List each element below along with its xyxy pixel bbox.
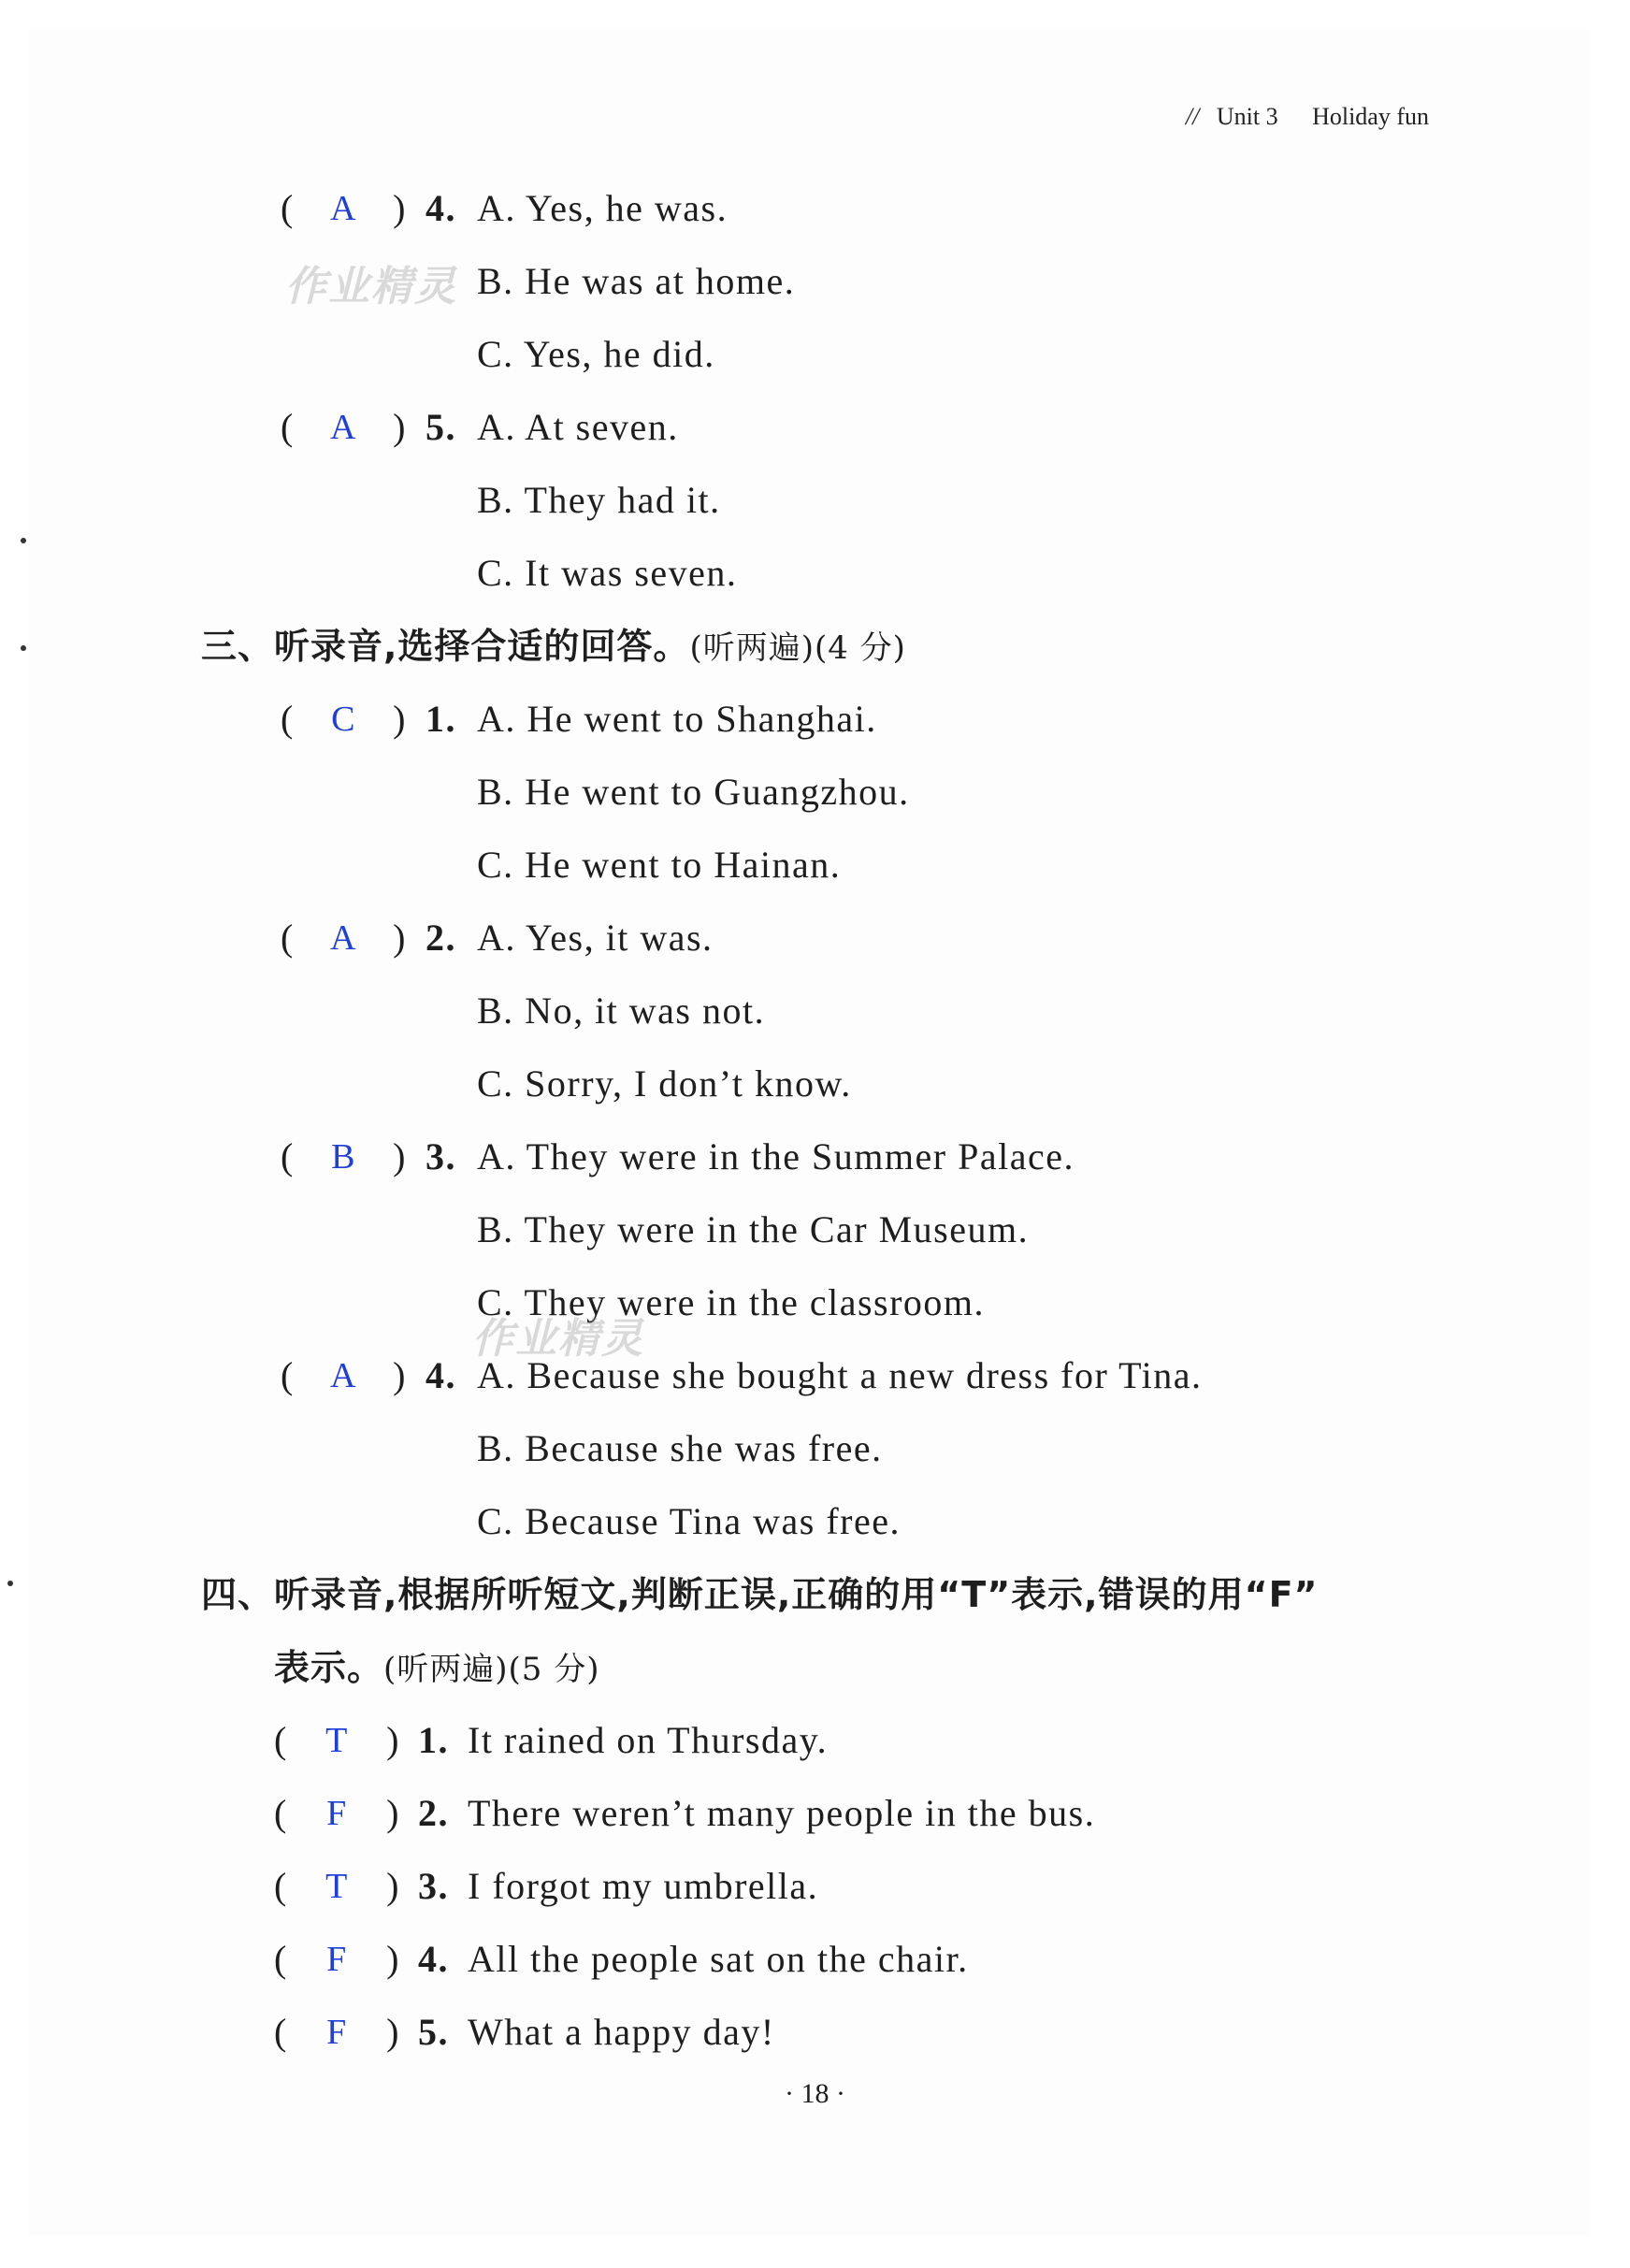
answer-bracket: ( B ) xyxy=(281,1129,407,1185)
option-row xyxy=(0,1056,1630,1112)
question-number: 3. xyxy=(418,1865,449,1907)
question-number: 2. xyxy=(418,1792,449,1834)
question-number: 2. xyxy=(426,917,456,959)
answer-bracket: ( C ) xyxy=(281,691,407,747)
question-row xyxy=(0,691,1630,747)
section-note: (听两遍)(4 分) xyxy=(689,629,906,667)
option-row xyxy=(0,983,1630,1039)
answer-bracket: ( A ) xyxy=(281,1348,407,1404)
statement-text: All the people sat on the chair. xyxy=(468,1938,969,1980)
question-number: 4. xyxy=(426,1354,456,1396)
answer-bracket: ( F ) xyxy=(274,2004,400,2060)
answer-bracket: ( F ) xyxy=(274,1931,400,1987)
answer-mark: F xyxy=(326,2013,348,2052)
question-row xyxy=(0,181,1630,237)
option-a: A. Because she bought a new dress for Tina. xyxy=(477,1354,1203,1396)
statement-text: What a happy day! xyxy=(468,2011,775,2053)
option-row xyxy=(0,545,1630,601)
statement-text: It rained on Thursday. xyxy=(468,1719,829,1761)
statement-text: There weren’t many people in the bus. xyxy=(468,1792,1096,1834)
option-row xyxy=(0,764,1630,820)
header-unit: Unit 3 xyxy=(1216,103,1278,130)
section-heading xyxy=(201,618,906,676)
option-row xyxy=(0,1421,1630,1477)
option-row xyxy=(0,1275,1630,1331)
question-number: 1. xyxy=(418,1719,449,1761)
answer-mark: B xyxy=(331,1137,356,1177)
statement-text: I forgot my umbrella. xyxy=(468,1865,819,1907)
answer-bracket: ( A ) xyxy=(281,910,407,966)
section-heading xyxy=(201,1567,1319,1623)
question-number: 5. xyxy=(426,406,456,448)
answer-mark: F xyxy=(326,1940,348,1979)
scan-speck xyxy=(21,538,26,543)
option-row xyxy=(0,1494,1630,1550)
scan-speck xyxy=(21,645,26,651)
option-b: B. They had it. xyxy=(477,479,721,521)
option-row xyxy=(0,253,1630,310)
page-number: · 18 · xyxy=(785,2078,845,2109)
question-number: 4. xyxy=(426,187,456,229)
watermark-logo: 作业精灵 xyxy=(285,263,457,311)
question-row xyxy=(0,1858,1630,1914)
question-row xyxy=(0,1712,1630,1769)
running-header xyxy=(1186,103,1429,131)
option-row xyxy=(0,326,1630,383)
answer-mark: A xyxy=(330,408,357,447)
answer-bracket: ( A ) xyxy=(281,181,407,237)
answer-mark: T xyxy=(325,1721,349,1760)
answer-mark: T xyxy=(325,1867,349,1906)
option-b: B. No, it was not. xyxy=(477,990,766,1032)
option-b: B. He was at home. xyxy=(477,260,796,302)
answer-bracket: ( A ) xyxy=(281,399,407,455)
option-c: C. Yes, he did. xyxy=(477,333,715,375)
answer-bracket: ( F ) xyxy=(274,1785,400,1842)
option-c: C. He went to Hainan. xyxy=(477,844,842,886)
section-title-cont: 表示。 xyxy=(274,1647,384,1688)
answer-bracket: ( T ) xyxy=(274,1712,400,1769)
option-b: B. He went to Guangzhou. xyxy=(477,771,910,813)
option-a: A. He went to Shanghai. xyxy=(477,698,877,740)
question-row xyxy=(0,1129,1630,1185)
scan-speck xyxy=(7,1581,13,1586)
answer-mark: A xyxy=(330,1356,357,1395)
answer-mark: F xyxy=(326,1794,348,1833)
option-a: A. At seven. xyxy=(477,406,679,448)
question-row xyxy=(0,399,1630,455)
section-heading-cont xyxy=(274,1640,600,1697)
question-number: 3. xyxy=(426,1135,456,1177)
option-c: C. It was seven. xyxy=(477,552,738,594)
option-row xyxy=(0,837,1630,893)
option-a: A. Yes, it was. xyxy=(477,917,714,959)
answer-bracket: ( T ) xyxy=(274,1858,400,1914)
option-b: B. They were in the Car Museum. xyxy=(477,1208,1030,1250)
option-a: A. They were in the Summer Palace. xyxy=(477,1135,1075,1177)
answer-mark: A xyxy=(330,918,357,958)
question-row xyxy=(0,2004,1630,2060)
section-title: 三、听录音,选择合适的回答。 xyxy=(201,626,690,667)
question-row xyxy=(0,1348,1630,1404)
answer-mark: A xyxy=(330,189,357,228)
watermark-logo: 作业精灵 xyxy=(472,1315,644,1363)
header-marker: // xyxy=(1185,103,1200,130)
option-row xyxy=(0,472,1630,528)
question-row xyxy=(0,1931,1630,1987)
option-a: A. Yes, he was. xyxy=(477,187,728,229)
section-title: 四、听录音,根据所听短文,判断正误,正确的用“T”表示,错误的用“F” xyxy=(201,1574,1319,1615)
option-row xyxy=(0,1202,1630,1258)
question-number: 4. xyxy=(418,1938,449,1980)
option-c: C. They were in the classroom. xyxy=(477,1281,986,1323)
section-note: (听两遍)(5 分) xyxy=(383,1651,600,1688)
header-title: Holiday fun xyxy=(1312,103,1429,130)
option-c: C. Sorry, I don’t know. xyxy=(477,1062,852,1105)
option-b: B. Because she was free. xyxy=(477,1427,883,1469)
question-row xyxy=(0,1785,1630,1842)
question-row xyxy=(0,910,1630,966)
option-c: C. Because Tina was free. xyxy=(477,1500,901,1542)
question-number: 1. xyxy=(426,698,456,740)
question-number: 5. xyxy=(418,2011,449,2053)
answer-mark: C xyxy=(331,700,356,739)
